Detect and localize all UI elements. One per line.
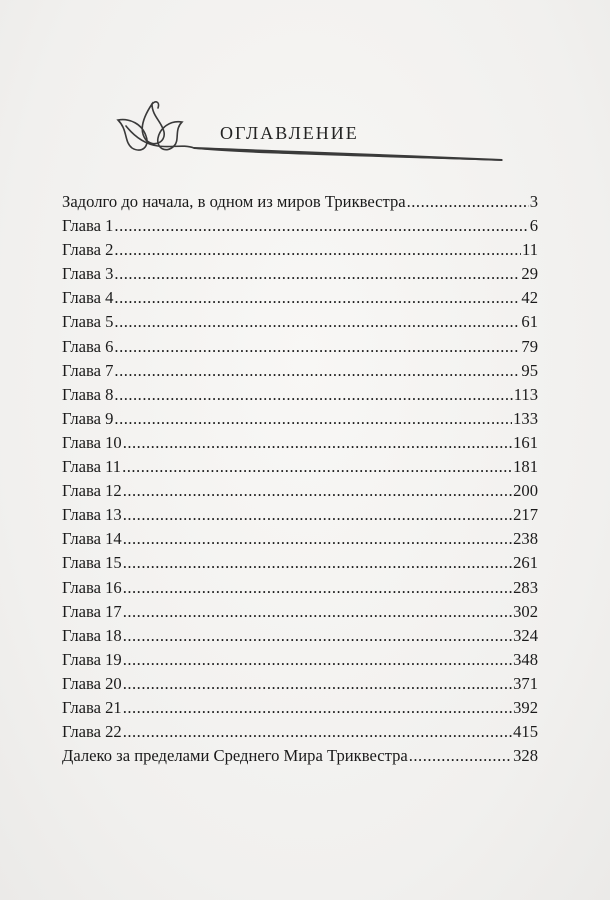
dot-leader [114,286,520,310]
dot-leader [123,527,512,551]
toc-row [62,648,538,672]
toc-row [62,527,538,551]
toc-row [62,624,538,648]
toc-page-number: 283 [513,577,538,597]
toc-row [62,551,538,575]
dot-leader [114,214,528,238]
dot-leader [123,696,512,720]
dot-leader [407,190,529,214]
dot-leader [114,359,520,383]
toc-row [62,576,538,600]
dot-leader [123,479,512,503]
toc-entry-label: Глава 15 [62,553,122,573]
toc-page-number: 348 [513,649,538,669]
toc-heading [108,96,508,166]
toc-page-number: 324 [513,625,538,645]
toc-entry-label: Далеко за пределами Среднего Мира Триквестра [62,746,408,766]
toc-row [62,383,538,407]
toc-entry-label: Глава 7 [62,360,114,380]
toc-entry-label: Глава 18 [62,625,122,645]
toc-page-number: 200 [513,481,538,501]
table-of-contents [62,190,538,768]
toc-entry-label: Глава 4 [62,288,114,308]
dot-leader [123,720,512,744]
toc-row [62,600,538,624]
toc-entry-label: Глава 1 [62,216,114,236]
toc-page-number: 11 [522,240,538,260]
toc-entry-label: Глава 17 [62,601,122,621]
toc-page-number: 181 [513,457,538,477]
toc-page-number: 328 [513,746,538,766]
toc-entry-label: Глава 14 [62,529,122,549]
toc-entry-label: Глава 12 [62,481,122,501]
toc-row [62,359,538,383]
toc-page-number: 3 [529,192,538,211]
toc-entry-label: Глава 2 [62,240,114,260]
toc-page-number: 133 [513,408,538,428]
dot-leader [123,551,512,575]
toc-entry-label: Глава 3 [62,264,114,284]
dot-leader [122,455,512,479]
toc-row [62,310,538,334]
toc-row [62,286,538,310]
dot-leader [114,407,512,431]
dot-leader [123,576,512,600]
dot-leader [409,744,512,768]
toc-page-number: 95 [521,360,538,380]
toc-entry-label: Глава 21 [62,697,122,717]
dot-leader [123,672,512,696]
dot-leader [114,238,521,262]
toc-row [62,262,538,286]
toc-page-number: 261 [513,553,538,573]
toc-entry-label: Глава 11 [62,457,122,477]
toc-row [62,190,538,214]
toc-entry-label: Глава 5 [62,312,114,332]
toc-page-number: 302 [513,601,538,621]
toc-row [62,696,538,720]
toc-entry-label: Глава 6 [62,336,114,356]
toc-page-number: 371 [513,673,538,693]
toc-row [62,479,538,503]
dot-leader [114,383,512,407]
toc-entry-label: Глава 16 [62,577,122,597]
toc-entry-label: Глава 20 [62,673,122,693]
dot-leader [114,262,520,286]
toc-entry-label: Глава 8 [62,384,114,404]
toc-entry-label: Задолго до начала, в одном из миров Триквестра [62,192,406,211]
toc-page-number: 217 [513,505,538,525]
toc-row [62,720,538,744]
dot-leader [123,624,512,648]
toc-row [62,238,538,262]
dot-leader [123,503,512,527]
toc-page-number: 79 [521,336,538,356]
dot-leader [123,600,512,624]
toc-entry-label: Глава 19 [62,649,122,669]
dot-leader [114,310,520,334]
toc-page-number: 161 [513,432,538,452]
dot-leader [123,431,512,455]
toc-page-number: 6 [529,216,538,236]
toc-row [62,672,538,696]
toc-page-number: 238 [513,529,538,549]
toc-page-number: 113 [513,384,538,404]
toc-row [62,335,538,359]
toc-entry-label: Глава 10 [62,432,122,452]
page-title: оглавление [220,118,359,145]
toc-entry-label: Глава 9 [62,408,114,428]
toc-row [62,407,538,431]
toc-row [62,455,538,479]
dot-leader [123,648,512,672]
toc-row [62,431,538,455]
dot-leader [114,335,520,359]
toc-row [62,503,538,527]
toc-entry-label: Глава 13 [62,505,122,525]
toc-page-number: 29 [521,264,538,284]
toc-page-number: 42 [521,288,538,308]
toc-page-number: 61 [521,312,538,332]
toc-row [62,214,538,238]
toc-page-number: 392 [513,697,538,717]
toc-row [62,744,538,768]
toc-page-number: 415 [513,722,538,742]
toc-entry-label: Глава 22 [62,722,122,742]
